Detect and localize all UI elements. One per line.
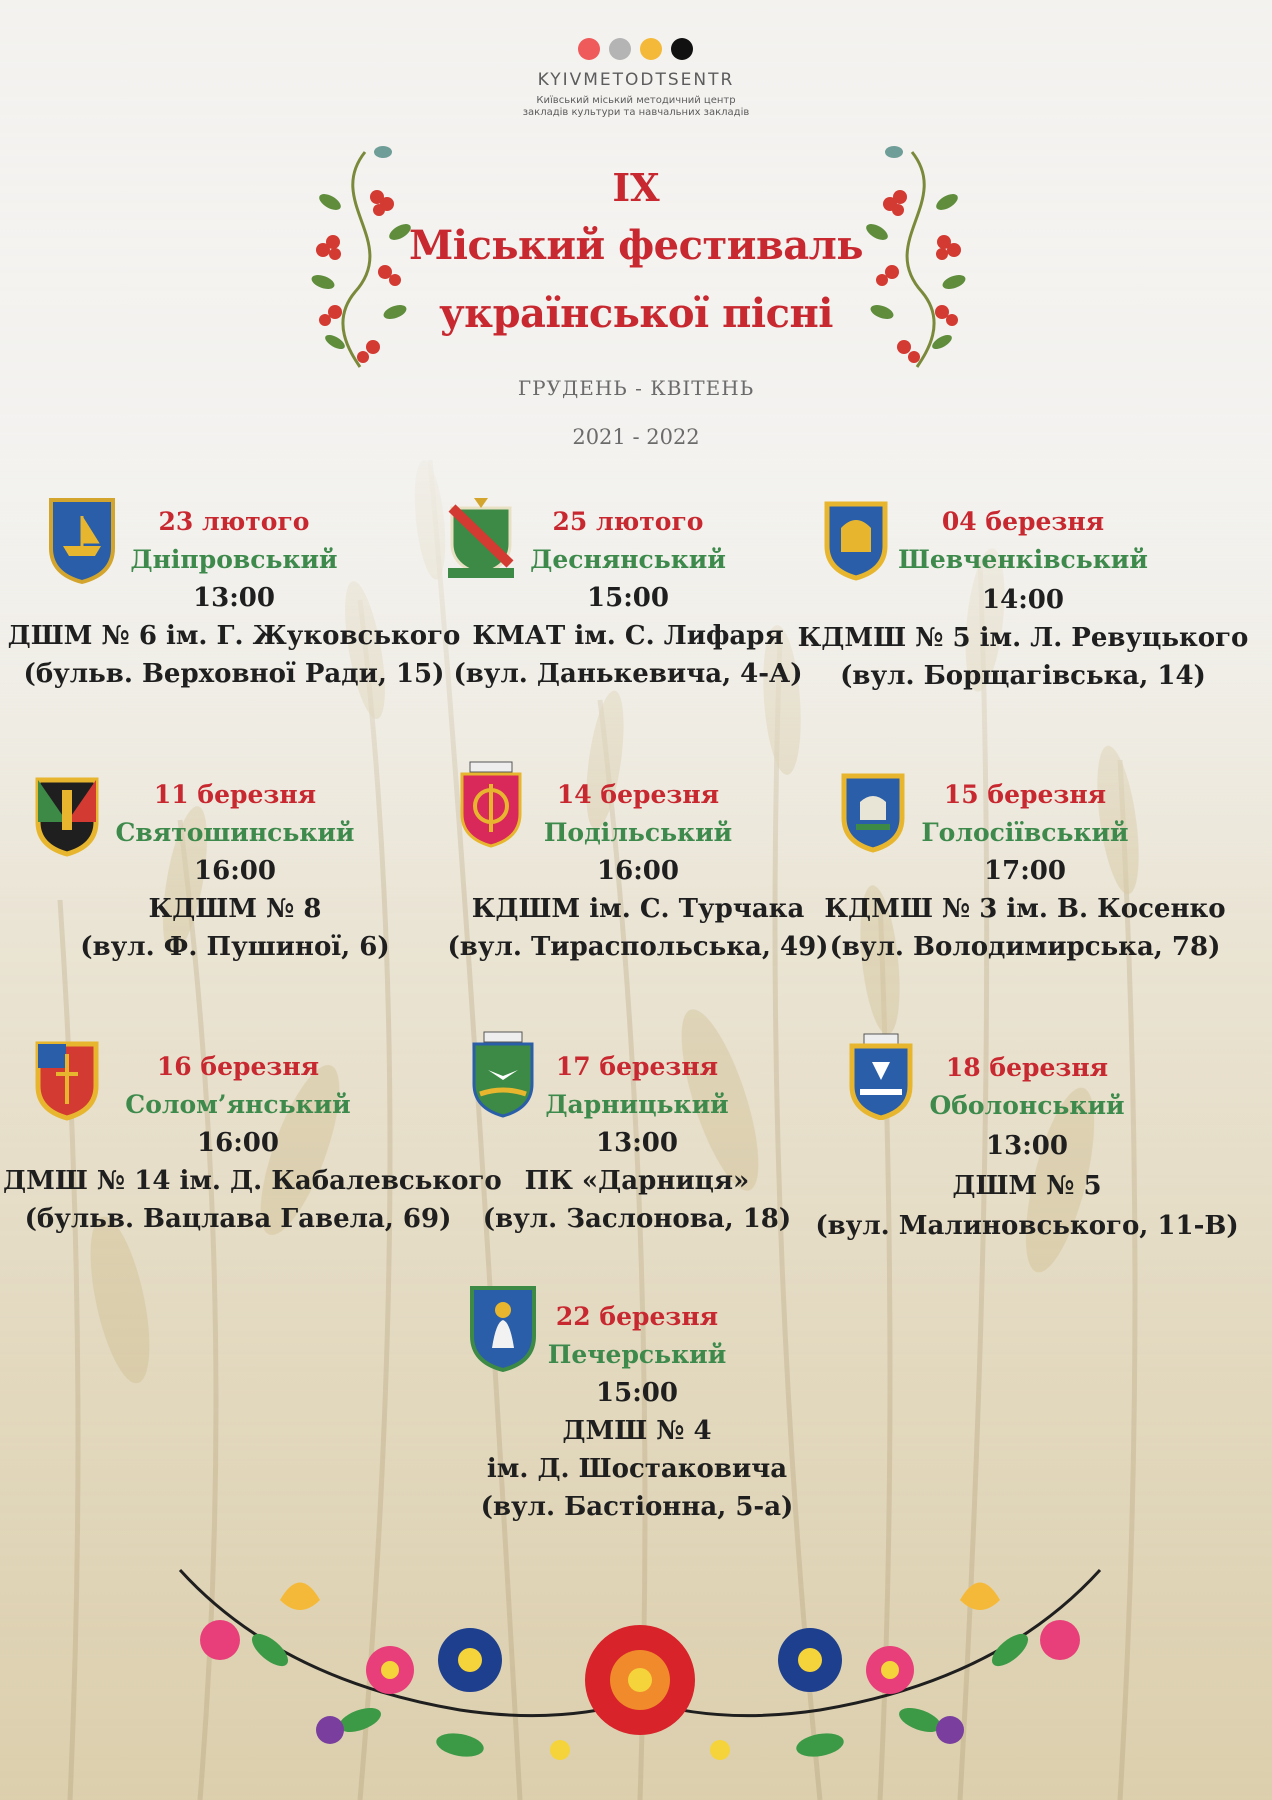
- event-address: (вул. Бастіонна, 5-а): [480, 1492, 794, 1522]
- event-venue: КДШМ № 8: [148, 894, 322, 924]
- event-venue: ДШМ № 5: [952, 1171, 1102, 1201]
- event-date: 18 березня: [945, 1053, 1109, 1082]
- festival-title-line2: української пісні: [439, 290, 833, 337]
- event-time: 13:00: [596, 1128, 678, 1158]
- brand-name: KYIVMETODTSENTR: [537, 70, 735, 90]
- event-venue: ДМШ № 14 ім. Д. Кабалевського: [3, 1166, 502, 1196]
- event-date: 22 березня: [555, 1302, 719, 1331]
- event-time: 16:00: [597, 856, 679, 886]
- event-address: (вул. Тираспольська, 49): [447, 932, 829, 962]
- event-venue-line2: ім. Д. Шостаковича: [486, 1454, 788, 1484]
- event-district: Оболонський: [929, 1091, 1125, 1120]
- event-district: Солом’янський: [125, 1090, 351, 1119]
- event-district: Дніпровський: [130, 545, 338, 574]
- festival-years: 2021 - 2022: [572, 425, 700, 449]
- event-venue: КДМШ № 5 ім. Л. Ревуцького: [797, 623, 1249, 653]
- event-district: Деснянський: [530, 545, 726, 574]
- event-district: Шевченківський: [898, 545, 1148, 574]
- event-time: 15:00: [596, 1378, 678, 1408]
- logo-dot-black: [671, 38, 693, 60]
- event-date: 11 березня: [153, 780, 317, 809]
- event-date: 14 березня: [556, 780, 720, 809]
- folk-floral-ornament-icon: [160, 1560, 1120, 1790]
- logo-dots: [578, 38, 698, 60]
- event-date: 17 березня: [555, 1052, 719, 1081]
- event-time: 13:00: [986, 1131, 1068, 1161]
- event-address: (вул. Володимирська, 78): [829, 932, 1221, 962]
- brand-subtitle-line2: закладів культури та навчальних закладів: [522, 107, 750, 118]
- festival-title-line1: Міський фестиваль: [408, 222, 864, 269]
- event-date: 23 лютого: [158, 507, 310, 536]
- event-date: 25 лютого: [552, 507, 704, 536]
- brand-subtitle: [436, 95, 836, 119]
- event-district: Подільський: [543, 818, 733, 847]
- event-district: Печерський: [547, 1340, 727, 1369]
- logo-dot-red: [578, 38, 600, 60]
- event-venue: ДШМ № 6 ім. Г. Жуковського: [7, 621, 461, 651]
- event-venue: КМАТ ім. С. Лифаря: [472, 621, 784, 651]
- event-address: (вул. Данькевича, 4-А): [453, 659, 803, 689]
- event-date: 04 березня: [941, 507, 1105, 536]
- logo-dot-yellow: [640, 38, 662, 60]
- event-time: 15:00: [587, 583, 669, 613]
- festival-season: ГРУДЕНЬ - КВІТЕНЬ: [517, 376, 755, 400]
- event-district: Голосіївський: [921, 818, 1129, 847]
- event-district: Дарницький: [545, 1090, 729, 1119]
- event-time: 17:00: [984, 856, 1066, 886]
- logo-dot-gray: [609, 38, 631, 60]
- event-venue: КДМШ № 3 ім. В. Косенко: [824, 894, 1226, 924]
- brand-subtitle-line1: Київський міський методичний центр: [536, 95, 736, 106]
- event-address: (бульв. Вацлава Гавела, 69): [24, 1204, 452, 1234]
- event-date: 16 березня: [156, 1052, 320, 1081]
- event-time: 16:00: [194, 856, 276, 886]
- event-time: 14:00: [982, 585, 1064, 615]
- event-time: 16:00: [197, 1128, 279, 1158]
- event-district: Святошинський: [115, 818, 355, 847]
- event-address: (бульв. Верховної Ради, 15): [23, 659, 445, 689]
- event-venue: ДМШ № 4: [562, 1416, 712, 1446]
- event-venue: ПК «Дарниця»: [524, 1166, 750, 1196]
- event-address: (вул. Ф. Пушиної, 6): [80, 932, 390, 962]
- event-address: (вул. Малиновського, 11-В): [815, 1211, 1239, 1241]
- event-address: (вул. Борщагівська, 14): [840, 661, 1206, 691]
- event-date: 15 березня: [943, 780, 1107, 809]
- event-venue: КДШМ ім. С. Турчака: [471, 894, 805, 924]
- event-time: 13:00: [193, 583, 275, 613]
- event-address: (вул. Заслонова, 18): [482, 1204, 792, 1234]
- festival-number: IX: [612, 165, 660, 210]
